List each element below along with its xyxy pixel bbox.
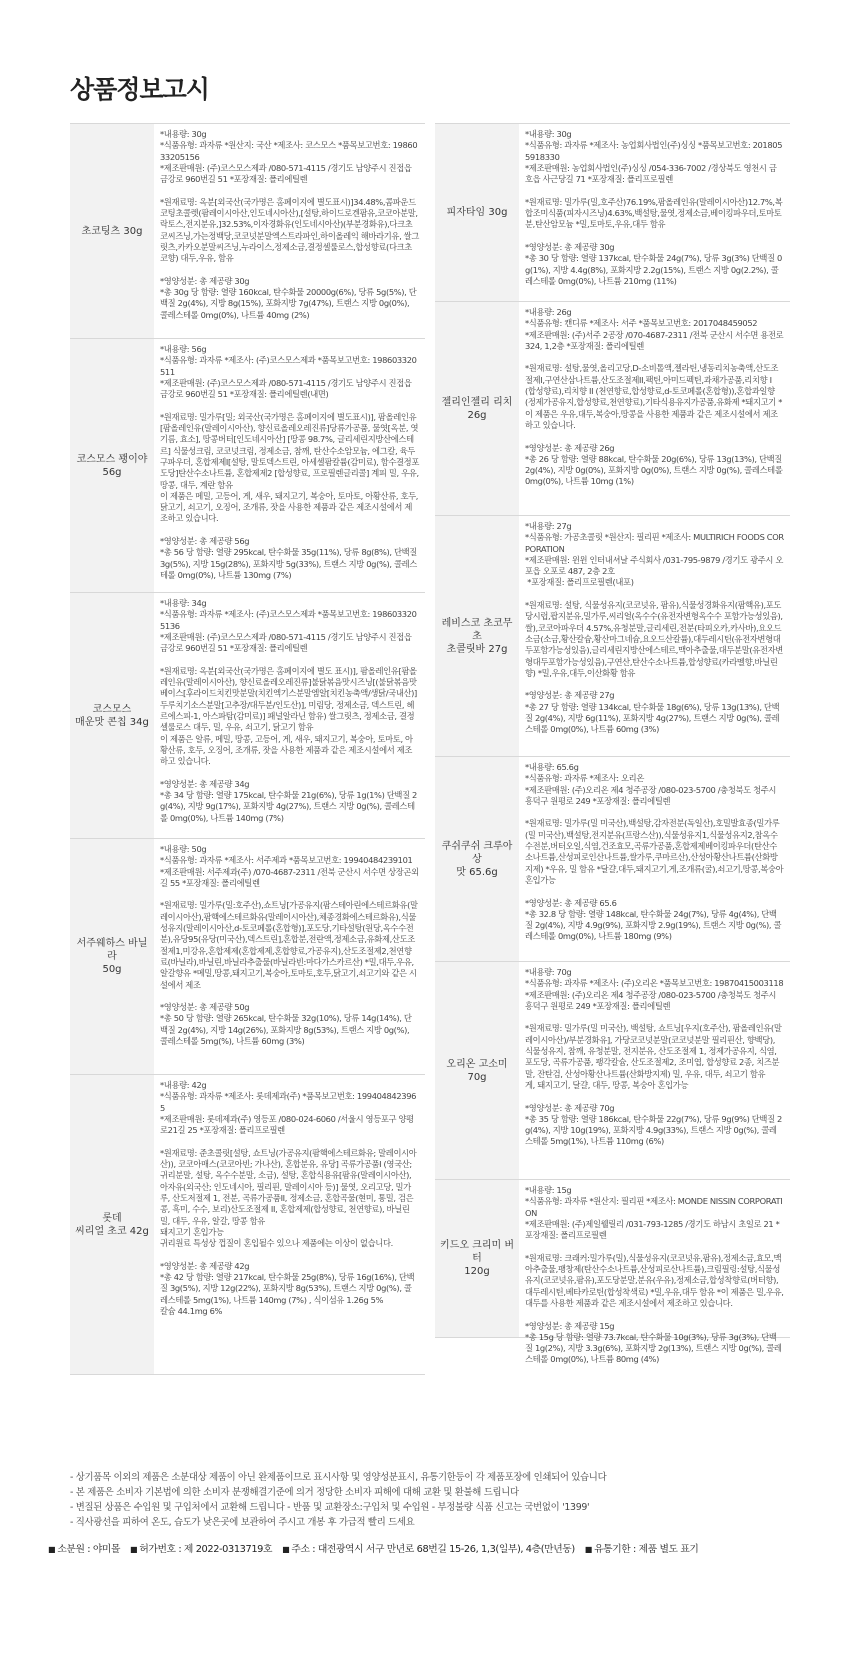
product-table-left: [70, 123, 425, 1375]
product-name: 코스모스 꽹이야 56g: [70, 339, 154, 592]
product-name: 오리온 고소미 70g: [435, 962, 519, 1179]
product-info: *내용량: 42g *식품유형: 과자류 *제조사: 롯데제과(주) *품목보고번호: 1994048423965 *제조판매원: 롯데제과(주) 영등포 /080-024-6060 /서울시 영등포구 양평로21길 25 *포장재질: 폴리프로필렌 *원재료명: 준초콜릿[설탕, 쇼트닝(가공유지(팜핵에스테르화유; 말레이시아산)), 코코아매스(코코아빈; 가나산), 혼합분유, 유당] 곡류가공품I (영국산; 귀리분말, 설탕, 옥수수분말, 소금), 설탕, 혼합식용유[팜유(말레이시아산), 아자유(외국산; 인도네시아, 필리핀, 말레이시아 등)] 물엿, 오리고당, 밀가루, 산도저절제 1, 전분, 곡류가공품II, 정제소금, 혼합곡물(현미, 통밀, 검은콩, 흑미, 수수, 보리)산도조절제 II, 혼합제제(합성향료, 천연향료), 바닐린 밀, 대두, 우유, 알갈, 땅콩 함유 돼지고기 혼입가능 귀리원료 특성상 껍질이 혼입될수 있으나 제품에는 이상이 없습니다. *영양성분: 총 제공량 42g *총 42 당 함량: 열량 217kcal, 탄수화물 25g(8%), 당류 16g(16%), 단백질 3g(5%), 지방 12g(22%), 포화지방 8g(53%), 트랜스 지방 0g(%), 콜레스테롤 5mg(1%), 나트륨 140mg (7%) , 식이섬유 1.26g 5% 칼슘 44.1mg 6%: [160, 1080, 417, 1316]
product-name: 피자타임 30g: [435, 124, 519, 301]
product-name: 레비스코 초코무초 초콜릿바 27g: [435, 516, 519, 756]
product-info: *내용량: 15g *식품유형: 과자류 *원산지: 필리핀 *제조사: MONDE NISSIN CORPORATION *제조판매원: (주)제일웰릴리 /031-793-1285 /경기도 하남시 초일로 21 *포장재질: 폴리프로필렌 *원재료명: 크래커:밀가루(밀),식물성유지(코코넛유,팜유),정제소금,효모,맥아추출물,팽창제(탄산수소나트륨,산성피로산나트륨),크림필링:설탕,식물성유지(코코넛유,팜유),포도당분말,분유(우유),정제소금,합성착향료(버터향),대두레시틴,베타카로틴(합성착색료) *밀,우유,대두 함유 *이 제품은 밀,우유,대두를 사용한 제품과 같은 제조시설에서 제조하고 있습니다. *영양성분: 총 제공량 15g *총 15g 당 함량: 열량 73.7kcal, 탄수화물 10g(3%), 당류 3g(3%), 단백질 1g(2%), 지방 3.3g(6%), 포화지방 2g(13%), 트랜스 지방 0g(%), 콜레스테롤 0mg(0%), 나트륨 80mg (4%): [525, 1185, 784, 1365]
product-info: *내용량: 50g *식품유형: 과자류 *제조사: 서주제과 *품목보고번호: 19940484239101 *제조판매원: 서주제과(주) /070-4687-2311 /전북 군산시 서수면 상장곤외길 55 *포장재질: 폴리에틸렌 *원재료명: 밀가루(밀:호주산),쇼트닝[가공유지(팜스테아린에스테르화유(말레이시아산),팜핵에스테르화유(말레이시아산),체종경화에스테르화유),식물성유지(말레이시아산,d-토코페롤(혼합형)],포도당,기타설탕(원당,옥수수전분),유당95(유당(미국산),덱스트린],혼합분,전란액,정제소금,유화제,산도조절제1,미강유,혼합제제(혼합제제,혼합향료,가공유지),산도조절제2,천연향료(바닐라),바닐린,바닐라추출물(바닐라빈:마다가스카르산) *밀,대두,우유,알갈향유 *메밀,땅콩,돼지고기,복숭아,토마토,호두,닭고기,쇠고기와 같은 시설에서 제조 *영양성분: 총 제공량 50g *총 50 당 함량: 열량 265kcal, 탄수화물 32g(10%), 당류 14g(14%), 단백질 2g(4%), 지방 14g(26%), 포화지방 8g(53%), 트랜스 지방 0g(%), 콜레스테롤 5mg(%), 나트륨 60mg (3%): [160, 844, 419, 1047]
product-name: 키드오 크리미 버터 120g: [435, 1180, 519, 1337]
seller-name: ■ 소분원 : 야미몰: [48, 1541, 120, 1555]
product-name: 젤리인젤리 리치 26g: [435, 302, 519, 515]
permit-number: ■ 허가번호 : 제 2022-0313719호: [130, 1541, 272, 1555]
product-info: *내용량: 30g *식품유형: 과자류 *제조사: 농업회사법인(주)싱싱 *품목보고번호: 2018055918330 *제조판매원: 농업회사법인(주)싱싱 /054-336-7002 /경상북도 영천시 금호읍 사근당길 71 *포장재질: 폴리프로필렌 *원재료명: 밀가루(밀,호주산)76.19%,팜올레인유(말레이시아산)12.7%,복합조미식품(피자시즈닝)4.63%,백설탕,물엿,정제소금,베이킹파우더,토마토분,탄산암모늄 *밀,토마토,우유,대두 함유 *영양성분: 총 제공량 30g *총 30 당 함량: 열량 137kcal, 탄수화물 24g(7%), 당류 3g(3%) 단백질 0g(1%), 지방 4.4g(8%), 포화지방 2.2g(15%), 트랜스 지방 0g(2.2%), 콜레스테롤 0mg(0%), 나트륨 210mg (11%): [525, 129, 783, 286]
product-table-right: [435, 123, 790, 1365]
product-name: 코스모스 매운맛 콘칩 34g: [70, 593, 154, 838]
address: ■ 주소 : 대전광역시 서구 만년로 68번길 15-26, 1,3(일부), 4층(만년동): [282, 1541, 575, 1555]
product-name: 롯데 씨리얼 초코 42g: [70, 1075, 154, 1374]
notice-item: - 직사광선을 피하여 온도, 습도가 낮은곳에 보관하여 주시고 개봉 후 가급적 빨리 드세요: [70, 1517, 415, 1528]
notice-item: - 상기품목 이외의 제품은 소분대상 제품이 아닌 완제품이므로 표시사항 및 영양성분표시, 유통기한등이 각 제품포장에 인쇄되어 있습니다: [70, 1472, 607, 1483]
product-info: *내용량: 65.6g *식품유형: 과자류 *제조사: 오리온 *제조판매원: (주)오리온 제4 청주공장 /080-023-5700 /충청북도 청주시 흥덕구 원평로 249 *포장재질: 폴리에틸렌 *원재료명: 밀가루(밀 미국산),백설탕,감자전분(독일산),호밀발효종(밀가루(밀 미국산),백설탕,전지분유(프랑스산)),식물성유지1,식물성유지2,참옥수수전분,버터오일,식염,건조효모,곡류가공품,혼합제제베이킹파우더(탄산수소나트륨,산성피로인산나트륨,쌀가루,쿠마르산),산성아황산나트륨(산화방지제) *우유, 밀 함유 *달걀,대두,돼지고기,게,조개류(굴),쇠고기,땅콩,복숭아 혼입가능 *영양성분: 총 제공량 65.6 *총 32.8 당 함량: 열량 148kcal, 탄수화물 24g(7%), 당류 4g(4%), 단백질 2g(4%), 지방 4.9g(9%), 포화지방 2.9g(19%), 트랜스 지방 0g(%), 콜레스테롤 0mg(0%), 나트륨 180mg (9%): [525, 762, 784, 942]
product-info: *내용량: 26g *식품유형: 캔디류 *제조사: 서주 *품목보고번호: 2017048459052 *제조판매원: (주)서주 2공장 /070-4687-2311 /전북 군산시 서수면 용전로 324, 1,2층 *포장재질: 폴리에틸렌 *원재료명: 설탕,물엿,올리고당,D-소비톨액,젤라틴,냉동리치농축액,산도조절제I,구연산삼나트륨,산도조절제II,팩틴,아미드펙틴,과채가공품,리치향 I (합성향료),리치향 II (천연향료,합성향료,d-토코페롤(혼합형)),혼합과일향(정제가공유지,합성향료,천연향료),기타식용유지가공품,유화제 *돼지고기 *이 제품은 우유,대두,복숭아,땅콩을 사용한 제품과 같은 제조시설에서 제조하고 있습니다. *영양성분: 총 제공량 26g *총 26 당 함량: 열량 88kcal, 탄수화물 20g(6%), 당류 13g(13%), 단백질 2g(4%), 지방 0g(0%), 포화지방 0g(0%), 트랜스 지방 0g(%), 콜레스테롤 0mg(0%), 나트륨 10mg (1%): [525, 307, 784, 487]
product-info: *내용량: 34g *식품유형: 과자류 *제조사: (주)코스모스제과 *품목보고번호: 1986033205136 *제조판매원: (주)코스모스제과 /080-571-4115 /경기도 남양주시 진접읍 금강로 960번길 51 *포장재질: 폴리에틸렌 *원재료명: 옥분[외국산(국가명은 홈페이지에 별도 표시)], 팜올레인유[팜올레인유(말레이시아산), 향신료올레오레진류]불닭볶음맛시즈닝[(불닭볶음맛베이스[후라이드치킨맛분말(치킨엑기스분말엠알[치킨농축액/생닭/국내산)] 두루치기소스분말[고추장/대두분/인도산)], 미림당, 정제소금, 덱스트린, 헤르에스피-1, 아스파탐(감미료)] 패널알라닌 함유) 쌀그릿츠, 정제소금, 결정셀룰로스 대두, 밀, 우유, 쇠고기, 닭고기 함유 이 제품은 알류, 메밀, 땅콩, 고등어, 게, 새우, 돼지고기, 복숭아, 토마토, 아황산류, 호두, 오징어, 조개류, 잣을 사용한 제품과 같은 제조시설에서 제조하고 있습니다. *영양성분: 총 제공량 34g *총 34 당 함량: 열량 175kcal, 탄수화물 21g(6%), 당류 1g(1%) 단백질 2g(4%), 지방 9g(17%), 포화지방 4g(27%), 트랜스 지방 0g(%), 콜레스테롤 0mg(0%), 나트륨 140mg (7%): [160, 598, 417, 823]
product-info: *내용량: 56g *식품유형: 과자류 *제조사: (주)코스모스제과 *품목보고번호: 198603320511 *제조판매원: (주)코스모스제과 /080-571-4115 /경기도 남양주시 진접읍 금강로 960번길 51 *포장재질: 폴리에틸렌(내면) *원재료명: 밀가루[밀; 외국산(국가명은 홈페이지에 별도표시)], 팜올레인유[팜올레인유(말레이시아산), 향신료올레오레진류]당류가공품, 물엿[옥분, 엿기름, 효소], 땅콩버터[인도네시아산] [땅콩 98.7%, 글리세린지방산에스테르] 식물성크림, 코코넛크림, 정제소금, 참깨, 탄산수소암모늄, 에그칼, 육두구파우더, 혼합제제I[설탕, 말토덱스트린, 아세셀팜칼륨(감미료), 함수결정포도당]탄산수소나트륨, 혼합제제2 [합성향료, 프로필렌글리콜] 계피 밀, 우유, 땅콩, 대두, 계란 함유 이 제품은 메밀, 고등어, 게, 새우, 돼지고기, 복숭아, 토마토, 아황산류, 호두, 닭고기, 쇠고기, 오징어, 조개류, 잣을 사용한 제품과 같은 제조시설에서 제조하고 있습니다. *영양성분: 총 제공량 56g *총 56 당 함량: 열량 295kcal, 탄수화물 35g(11%), 당류 8g(8%), 단백질 3g(5%), 지방 15g(28%), 포화지방 5g(33%), 트랜스 지방 0g(%), 콜레스테롤 0mg(0%), 나트륨 130mg (7%): [160, 344, 420, 580]
product-row: [70, 338, 425, 592]
product-row: [70, 123, 425, 338]
product-name: 서주웨하스 바닐라 50g: [70, 839, 154, 1074]
notice-list: [70, 1470, 810, 1530]
product-info: *내용량: 70g *식품유형: 과자류 *제조사: (주)오리온 *품목보고번호: 19870415003118 *제조판매원: (주)오리온 제4 청주공장 /080-023-5700 /충청북도 청주시 흥덕구 원평로 249 *포장재질: 폴리에틸렌 *원재료명: 밀가루(밀 미국산), 백설탕, 쇼트닝[우지(호주산), 팜올레인유(말레이시아산)/부분경화유], 가당코코넛분말(코코넛분말 필리핀산, 향백당), 식물성유지, 참깨, 유청분말, 전지분유, 산도조절제 1, 정제가공유지, 식염, 포도당, 곡류가공품, 팽각칼슘, 산도조절제2, 조미엽, 합성향료 2종, 치즈분말, 잔탄검, 산성아황산나트륨(산화방지제) 밀, 우유, 대두, 쇠고기 함유 게, 돼지고기, 달걀, 대두, 땅콩, 복숭아 혼입가능 *영양성분: 총 제공량 70g *총 35 당 함량: 열량 186kcal, 탄수화물 22g(7%), 당류 9g(9%) 단백질 2g(4%), 지방 10g(19%), 포화지방 4.9g(33%), 트랜스 지방 0g(%), 콜레스테롤 5mg(1%), 나트륨 110mg (6%): [525, 967, 784, 1147]
notice-item: - 변질된 상품은 수입원 및 구입처에서 교환해 드립니다 - 반품 및 교환장소:구입처 및 수입원 - 부정불량 식품 신고는 국번없이 '1399': [70, 1502, 590, 1513]
product-info: *내용량: 27g *식품유형: 가공초콜릿 *원산지: 필리핀 *제조사: MULTIRICH FOODS CORPORATION *제조판매원: 윈윈 인터내셔날 주식회사 /031-795-9879 /경기도 광주시 오포읍 오포로 487, 2층 2호 *포장재질: 폴리프로필렌(내포) *원재료명: 설탕, 식물성유지(코코넛유, 팜유),식물성경화유지(팜핵유),포도당시럽,팝지분유,밀가루,씨리얼(옥수수(유전자변형옥수수 포함가능성있음),쌀),코코아파우더 4.57%,유청분말,글리세린,전분(타피오카,카사바),요오드소금(소금,황산칼슘,황산마그네슘,요오드산칼륨),대두레시틴(유전자변형대두포함가능성있음),글리세린지방산에스테르,맥아추출물,대두분말(유전자변형대두포함가능성있음),구연산,탄산수소나트륨,합성향료(카라멜향,바닐린향) *밀,우유,대두,이산화황 함유 *영양성분: 총 제공량 27g *총 27 당 함량: 열량 134kcal, 탄수화물 18g(6%), 당류 13g(13%), 단백질 2g(4%), 지방 6g(11%), 포화지방 4g(27%), 트랜스 지방 0g(%), 콜레스테롤 0mg(0%), 나트륨 60mg (3%): [525, 521, 784, 735]
product-row: [435, 123, 790, 301]
product-row: [435, 756, 790, 961]
expiry-note: ■ 유통기한 : 제품 별도 표기: [585, 1541, 699, 1555]
product-row: [435, 301, 790, 515]
product-row: [70, 1074, 425, 1375]
notice-item: - 본 제품은 소비자 기본법에 의한 소비자 분쟁해결기준에 의거 정당한 소비자 피해에 대해 교환 및 환불해 드립니다: [70, 1487, 519, 1498]
product-row: [435, 1179, 790, 1365]
seller-info-footer: [48, 1541, 838, 1555]
product-row: [435, 961, 790, 1179]
product-row: [70, 592, 425, 838]
page-title: 상품정보고시: [70, 75, 209, 104]
product-row: [435, 515, 790, 756]
product-name: 초코팅츠 30g: [70, 124, 154, 338]
product-row: [70, 838, 425, 1074]
product-info: *내용량: 30g *식품유형: 과자류 *원산지: 국산 *제조사: 코스모스 *품목보고번호: 1986033205156 *제조판매원: (주)코스모스제과 /080-571-4115 /경기도 남양주시 진접읍 금강로 960번길 51 *포장재질: 폴리에틸렌 *원재료명: 옥분[외국산(국가명은 홈페이지에 별도표시)]34.48%,콤파운드코팅초콜렛(팜레이시아산,인도네시아산),[설탕,하이드로겐팜유,코코아분말,락토스,전지분유,]32.53%,이자경화유(인도네시아산)(부분경화유),다크초코씨즈닝,가는정백당,코코넛분말엑스트라파인,하이올레익 해바라기유, 쌀그릿츠,카카오분말씨즈닝,누라이스,정제소금,결정셀룰로스,합성향료(다크초코향) 대두,우유, 함유 *영양성분: 총 제공량 30g *총 30g 당 함량: 열량 160kcal, 탄수화물 20000g(6%), 당류 5g(5%), 단백질 2g(4%), 지방 8g(15%), 포화지방 7g(47%), 트랜스 지방 0g(0%), 콜레스테롤 0mg(0%), 나트륨 40mg (2%): [160, 129, 420, 320]
product-name: 쿠쉬쿠쉬 크루아상 맛 65.6g: [435, 757, 519, 961]
